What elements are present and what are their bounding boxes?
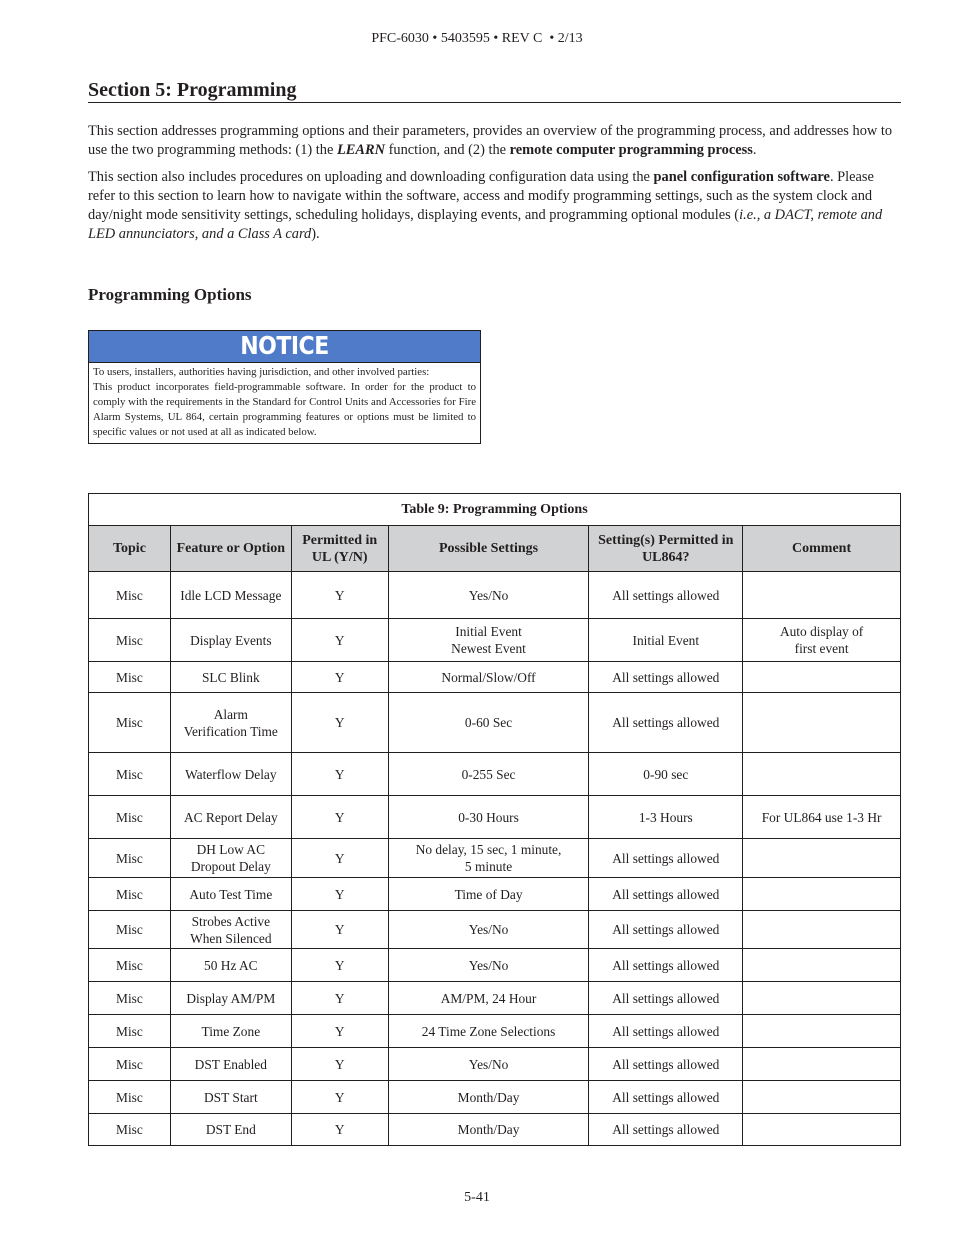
cell-topic: Misc bbox=[89, 839, 171, 878]
cell-ul864: All settings allowed bbox=[589, 662, 743, 693]
cell-comment bbox=[743, 949, 901, 982]
cell-ul864: All settings allowed bbox=[589, 949, 743, 982]
table-row bbox=[89, 878, 901, 911]
cell-feature: DST Start bbox=[170, 1081, 291, 1114]
cell-feature: SLC Blink bbox=[170, 662, 291, 693]
cell-comment bbox=[743, 572, 901, 619]
cell-ul864: Initial Event bbox=[589, 619, 743, 662]
cell-topic: Misc bbox=[89, 796, 171, 839]
cell-permitted: Y bbox=[291, 1015, 388, 1048]
notice-line-2: This product incorporates field-programmable software. In order for the product to comply with the requirements in the Standard for Control Units and Accessories for Fire Alarm Systems, UL 864, certain programming features or options must be limited to specific values or not used at all as indicated below. bbox=[93, 381, 476, 438]
table-row bbox=[89, 619, 901, 662]
notice-title: NOTICE bbox=[240, 332, 329, 361]
cell-permitted: Y bbox=[291, 1081, 388, 1114]
cell-feature: Strobes Active When Silenced bbox=[170, 911, 291, 949]
table-header-row bbox=[89, 526, 901, 572]
programming-options-table bbox=[88, 493, 901, 1146]
page-number: 5-41 bbox=[464, 1190, 490, 1205]
column-header-topic: Topic bbox=[89, 526, 171, 572]
cell-comment bbox=[743, 839, 901, 878]
cell-ul864: All settings allowed bbox=[589, 982, 743, 1015]
notice-box bbox=[88, 330, 481, 444]
cell-permitted: Y bbox=[291, 619, 388, 662]
cell-feature: Auto Test Time bbox=[170, 878, 291, 911]
cell-possible: Month/Day bbox=[388, 1114, 589, 1146]
cell-possible: Yes/No bbox=[388, 949, 589, 982]
notice-body bbox=[89, 363, 480, 443]
cell-possible: Yes/No bbox=[388, 1048, 589, 1081]
section-title: Section 5: Programming bbox=[88, 79, 901, 103]
table-row bbox=[89, 982, 901, 1015]
cell-possible: No delay, 15 sec, 1 minute, 5 minute bbox=[388, 839, 589, 878]
intro-paragraph-1: This section addresses programming options and their parameters, provides an overview of the programming process, and addresses how to use the two programming methods: (1) the LEARN function, and (2) the remote computer programming process. bbox=[88, 123, 893, 158]
page-header: PFC-6030 • 5403595 • REV C • 2/13 bbox=[371, 31, 583, 46]
cell-topic: Misc bbox=[89, 1015, 171, 1048]
panel-software-term: panel configuration software bbox=[653, 169, 830, 185]
cell-ul864: All settings allowed bbox=[589, 839, 743, 878]
cell-ul864: 0-90 sec bbox=[589, 753, 743, 796]
cell-permitted: Y bbox=[291, 693, 388, 753]
cell-possible: Month/Day bbox=[388, 1081, 589, 1114]
cell-topic: Misc bbox=[89, 619, 171, 662]
table-row bbox=[89, 662, 901, 693]
cell-possible: 0-30 Hours bbox=[388, 796, 589, 839]
table-caption: Table 9: Programming Options bbox=[89, 494, 901, 526]
cell-permitted: Y bbox=[291, 662, 388, 693]
cell-permitted: Y bbox=[291, 949, 388, 982]
cell-topic: Misc bbox=[89, 1114, 171, 1146]
cell-feature: DST Enabled bbox=[170, 1048, 291, 1081]
cell-permitted: Y bbox=[291, 911, 388, 949]
learn-term: LEARN bbox=[337, 142, 385, 158]
table-row bbox=[89, 796, 901, 839]
cell-permitted: Y bbox=[291, 753, 388, 796]
cell-topic: Misc bbox=[89, 662, 171, 693]
cell-possible: Normal/Slow/Off bbox=[388, 662, 589, 693]
cell-comment: Auto display of first event bbox=[743, 619, 901, 662]
table-row bbox=[89, 911, 901, 949]
cell-comment bbox=[743, 911, 901, 949]
cell-feature: Time Zone bbox=[170, 1015, 291, 1048]
cell-comment bbox=[743, 662, 901, 693]
cell-permitted: Y bbox=[291, 796, 388, 839]
table-row bbox=[89, 949, 901, 982]
cell-topic: Misc bbox=[89, 693, 171, 753]
cell-possible: AM/PM, 24 Hour bbox=[388, 982, 589, 1015]
cell-comment bbox=[743, 1048, 901, 1081]
cell-topic: Misc bbox=[89, 753, 171, 796]
cell-topic: Misc bbox=[89, 572, 171, 619]
cell-feature: Display Events bbox=[170, 619, 291, 662]
column-header-possible: Possible Settings bbox=[388, 526, 589, 572]
cell-comment bbox=[743, 1015, 901, 1048]
cell-comment bbox=[743, 753, 901, 796]
cell-possible: 0-255 Sec bbox=[388, 753, 589, 796]
notice-line-1: To users, installers, authorities having jurisdiction, and other involved parties: bbox=[93, 366, 430, 378]
intro-text bbox=[88, 122, 900, 252]
table-row bbox=[89, 693, 901, 753]
table-row bbox=[89, 1015, 901, 1048]
cell-ul864: All settings allowed bbox=[589, 1081, 743, 1114]
cell-feature: Display AM/PM bbox=[170, 982, 291, 1015]
cell-comment bbox=[743, 693, 901, 753]
remote-programming-term: remote computer programming process bbox=[509, 142, 753, 158]
table-row bbox=[89, 1114, 901, 1146]
cell-ul864: All settings allowed bbox=[589, 1048, 743, 1081]
cell-feature: Idle LCD Message bbox=[170, 572, 291, 619]
optional-modules-list: i.e., a DACT, remote and LED annunciators, and a Class A card bbox=[88, 207, 883, 242]
cell-comment bbox=[743, 982, 901, 1015]
table-body bbox=[89, 572, 901, 1146]
cell-feature: DH Low AC Dropout Delay bbox=[170, 839, 291, 878]
cell-comment bbox=[743, 1114, 901, 1146]
cell-possible: Initial Event Newest Event bbox=[388, 619, 589, 662]
column-header-feature: Feature or Option bbox=[170, 526, 291, 572]
cell-topic: Misc bbox=[89, 982, 171, 1015]
table-row bbox=[89, 839, 901, 878]
cell-comment bbox=[743, 1081, 901, 1114]
cell-feature: Alarm Verification Time bbox=[170, 693, 291, 753]
table-row bbox=[89, 572, 901, 619]
cell-ul864: All settings allowed bbox=[589, 572, 743, 619]
column-header-ul864: Setting(s) Permitted in UL864? bbox=[589, 526, 743, 572]
cell-comment bbox=[743, 878, 901, 911]
cell-comment: For UL864 use 1-3 Hr bbox=[743, 796, 901, 839]
cell-ul864: All settings allowed bbox=[589, 1015, 743, 1048]
cell-feature: Waterflow Delay bbox=[170, 753, 291, 796]
cell-topic: Misc bbox=[89, 1081, 171, 1114]
cell-ul864: All settings allowed bbox=[589, 911, 743, 949]
cell-permitted: Y bbox=[291, 982, 388, 1015]
cell-feature: DST End bbox=[170, 1114, 291, 1146]
table-row bbox=[89, 1048, 901, 1081]
column-header-comment: Comment bbox=[743, 526, 901, 572]
notice-banner bbox=[89, 331, 480, 363]
cell-ul864: All settings allowed bbox=[589, 878, 743, 911]
cell-possible: Yes/No bbox=[388, 911, 589, 949]
column-header-permitted: Permitted in UL (Y/N) bbox=[291, 526, 388, 572]
cell-possible: Time of Day bbox=[388, 878, 589, 911]
cell-feature: AC Report Delay bbox=[170, 796, 291, 839]
cell-permitted: Y bbox=[291, 1114, 388, 1146]
cell-topic: Misc bbox=[89, 878, 171, 911]
cell-ul864: All settings allowed bbox=[589, 1114, 743, 1146]
cell-ul864: 1-3 Hours bbox=[589, 796, 743, 839]
cell-permitted: Y bbox=[291, 878, 388, 911]
cell-possible: 0-60 Sec bbox=[388, 693, 589, 753]
cell-topic: Misc bbox=[89, 1048, 171, 1081]
table-row bbox=[89, 753, 901, 796]
cell-possible: Yes/No bbox=[388, 572, 589, 619]
programming-options-heading: Programming Options bbox=[88, 285, 252, 304]
intro-paragraph-2: This section also includes procedures on uploading and downloading configuration data using the panel configuration software. Please refer to this section to learn how to navigate within the software, access and modify programming settings, such as the system clock and day/night mode sensitivity settings, scheduling holidays, displaying events, and programming optional modules (i.e., a DACT, remote and LED annunciators, and a Class A card). bbox=[88, 169, 883, 242]
table-row bbox=[89, 1081, 901, 1114]
cell-topic: Misc bbox=[89, 949, 171, 982]
cell-permitted: Y bbox=[291, 1048, 388, 1081]
cell-feature: 50 Hz AC bbox=[170, 949, 291, 982]
cell-permitted: Y bbox=[291, 839, 388, 878]
cell-permitted: Y bbox=[291, 572, 388, 619]
cell-possible: 24 Time Zone Selections bbox=[388, 1015, 589, 1048]
cell-ul864: All settings allowed bbox=[589, 693, 743, 753]
cell-topic: Misc bbox=[89, 911, 171, 949]
